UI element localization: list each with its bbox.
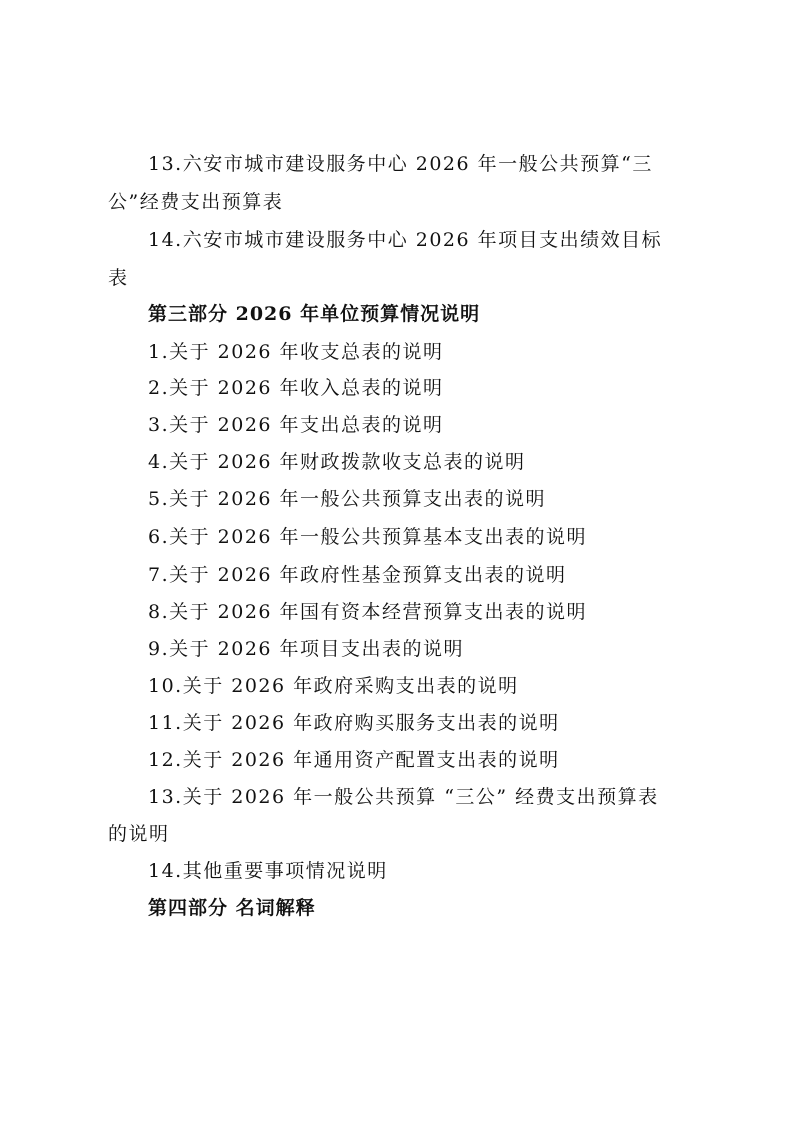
toc-item-explanation-14: 14.其他重要事项情况说明 [148,860,388,882]
toc-item-14-table-line1: 14.六安市城市建设服务中心 2026 年项目支出绩效目标 [148,229,663,251]
toc-item-14-table-line2: 表 [108,267,129,289]
toc-item-explanation-5: 5.关于 2026 年一般公共预算支出表的说明 [148,488,547,510]
toc-item-13-table-line1: 13.六安市城市建设服务中心 2026 年一般公共预算“三 [148,153,653,175]
toc-item-explanation-8: 8.关于 2026 年国有资本经营预算支出表的说明 [148,601,588,623]
toc-item-explanation-7: 7.关于 2026 年政府性基金预算支出表的说明 [148,564,567,586]
toc-item-explanation-12: 12.关于 2026 年通用资产配置支出表的说明 [148,749,560,771]
toc-item-explanation-11: 11.关于 2026 年政府购买服务支出表的说明 [148,712,560,734]
toc-item-explanation-3: 3.关于 2026 年支出总表的说明 [148,414,444,436]
toc-item-explanation-10: 10.关于 2026 年政府采购支出表的说明 [148,675,519,697]
toc-item-explanation-13-line1: 13.关于 2026 年一般公共预算 “三公” 经费支出预算表 [148,786,659,808]
toc-item-explanation-1: 1.关于 2026 年收支总表的说明 [148,341,444,363]
section-heading-part-4: 第四部分 名词解释 [148,897,316,919]
toc-item-explanation-2: 2.关于 2026 年收入总表的说明 [148,377,444,399]
toc-item-explanation-6: 6.关于 2026 年一般公共预算基本支出表的说明 [148,526,588,548]
toc-item-13-table-line2: 公”经费支出预算表 [108,191,284,213]
section-heading-part-3: 第三部分 2026 年单位预算情况说明 [148,303,481,325]
toc-item-explanation-4: 4.关于 2026 年财政拨款收支总表的说明 [148,451,526,473]
toc-item-explanation-9: 9.关于 2026 年项目支出表的说明 [148,638,465,660]
toc-item-explanation-13-line2: 的说明 [108,823,170,845]
